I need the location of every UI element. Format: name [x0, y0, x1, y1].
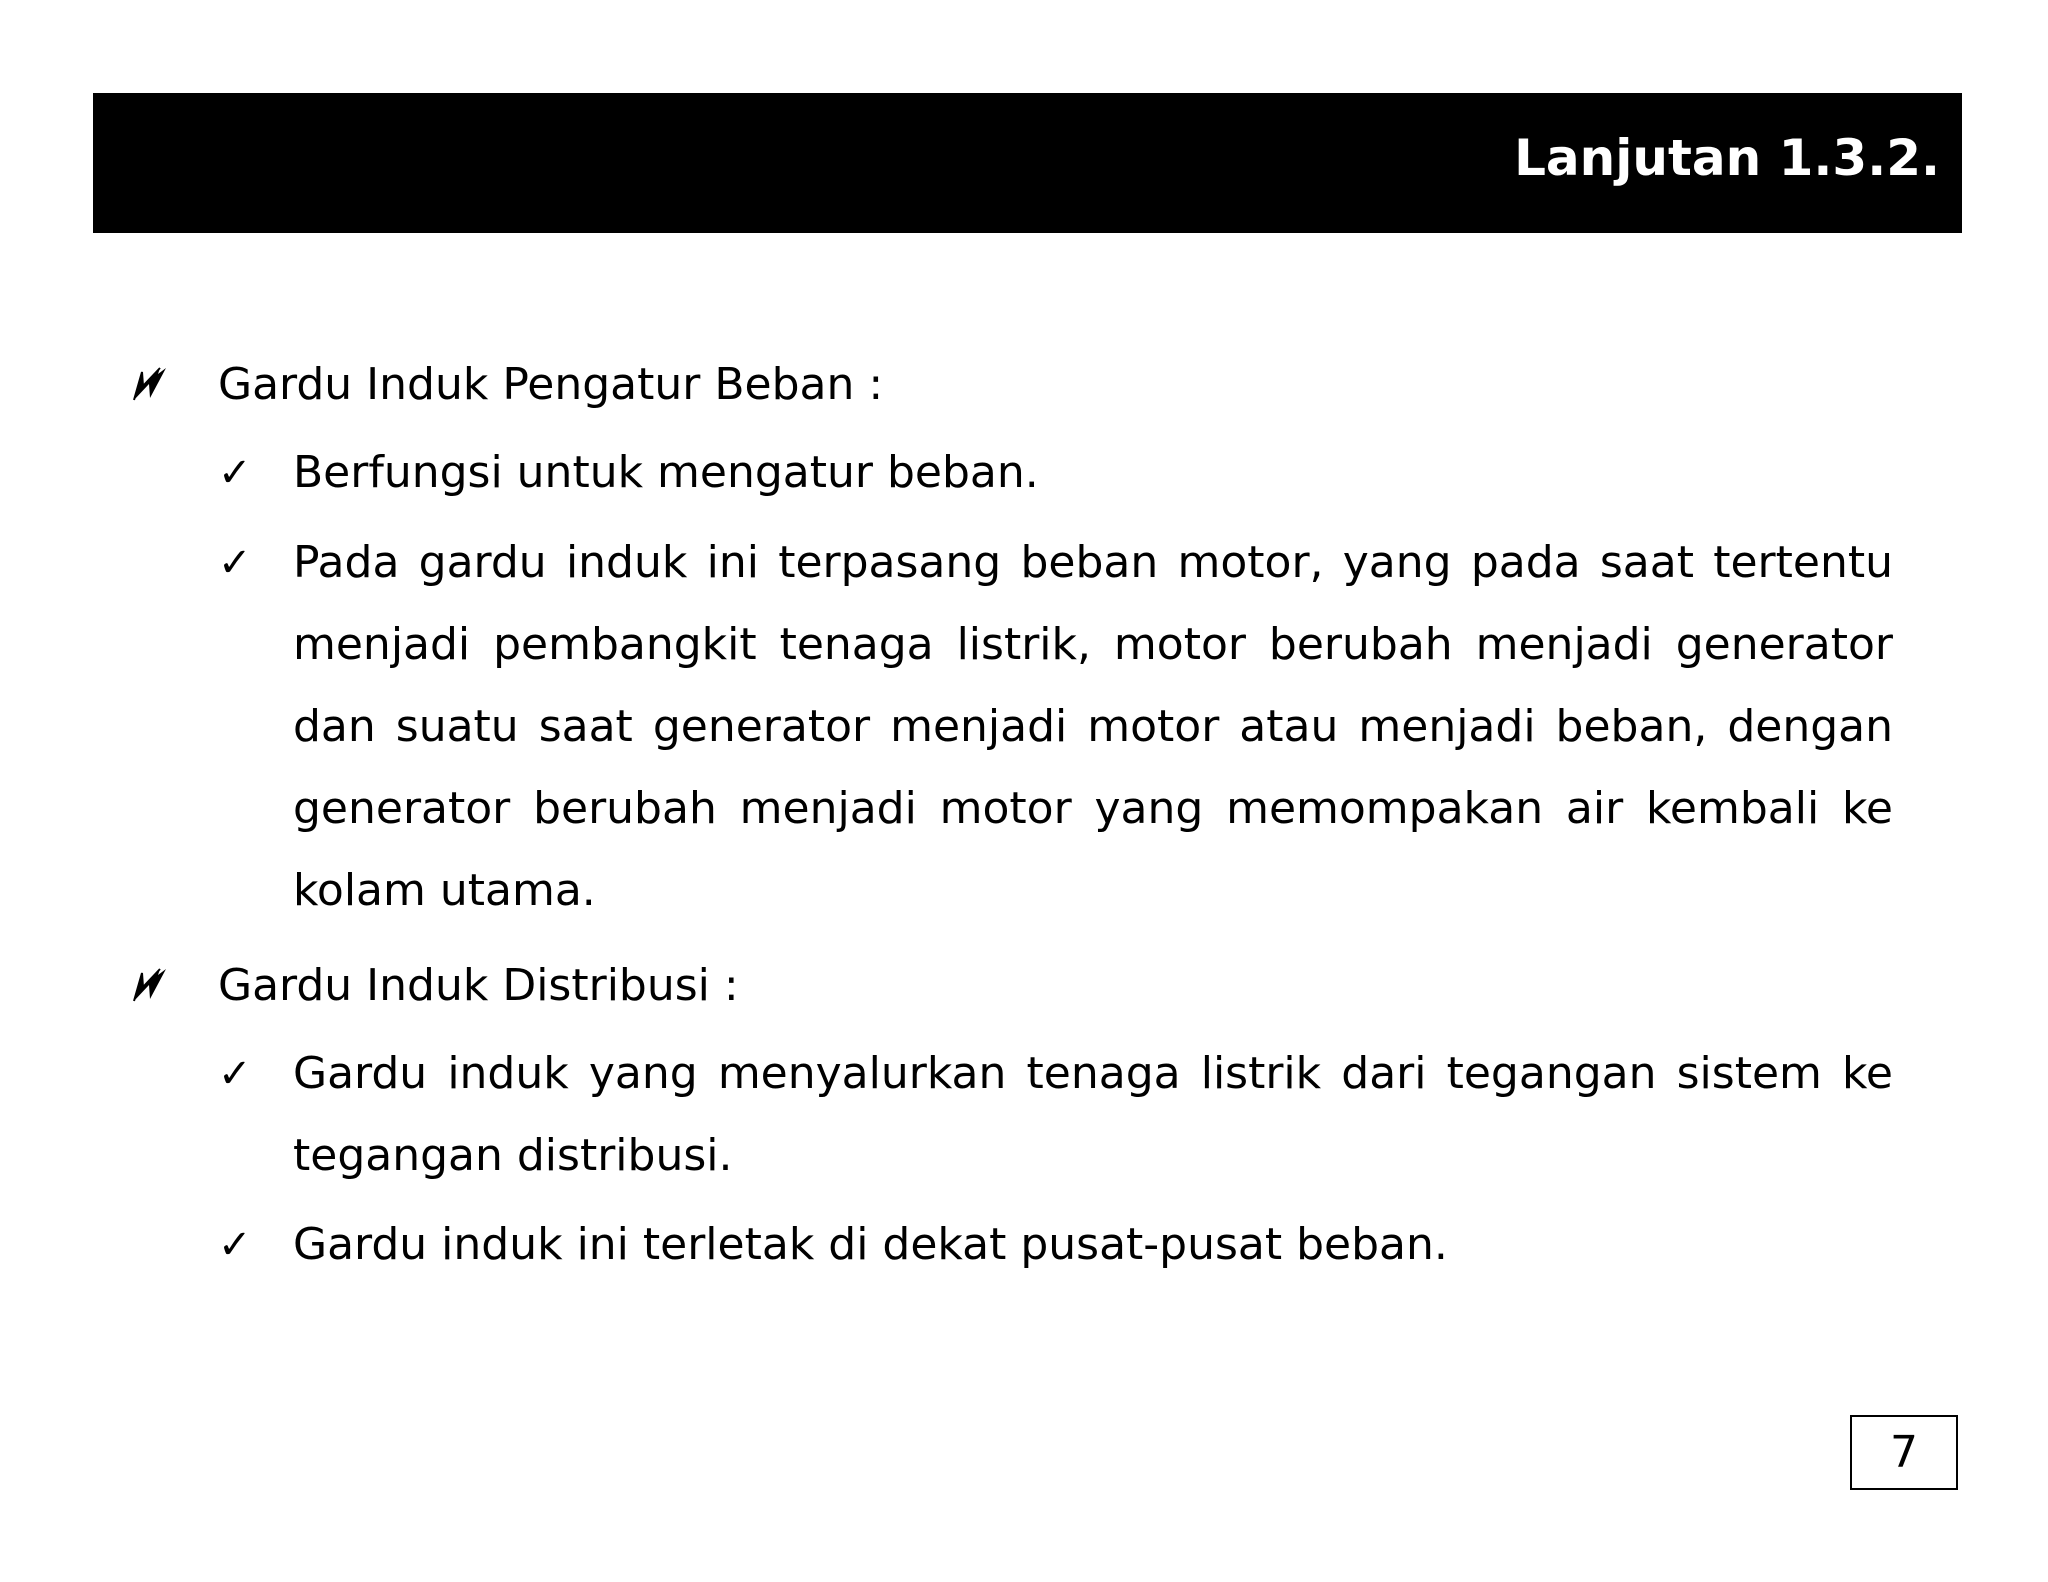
- list-item: [0, 432, 2048, 514]
- main-bullet: [0, 354, 2048, 416]
- page-number: 7: [1890, 1426, 1918, 1478]
- list-item: [0, 1033, 2048, 1197]
- bullet-label: Gardu Induk Distribusi :: [218, 960, 739, 1011]
- main-bullet: [0, 955, 2048, 1017]
- list-item-text: Gardu induk ini terletak di dekat pusat-pusat beban.: [293, 1219, 1448, 1270]
- section-gardu-induk-pengatur-beban: [0, 354, 2048, 916]
- checkmark-icon: ✓: [218, 1222, 252, 1268]
- lightning-bolt-icon: [128, 362, 172, 406]
- bullet-label: Gardu Induk Pengatur Beban :: [218, 359, 884, 410]
- list-item: [0, 1204, 2048, 1286]
- list-item-text: Pada gardu induk ini terpasang beban motor, yang pada saat tertentu menjadi pembangkit tenaga listrik, motor berubah menjadi generator dan suatu saat generator menjadi motor atau menjadi beban, dengan generator berubah menjadi motor yang memompakan air kembali ke kolam utama.: [293, 537, 1893, 916]
- checkmark-icon: ✓: [218, 1051, 252, 1097]
- checkmark-icon: ✓: [218, 450, 252, 496]
- lightning-bolt-icon: [128, 963, 172, 1007]
- checkmark-icon: ✓: [218, 540, 252, 586]
- list-item-text: Berfungsi untuk mengatur beban.: [293, 447, 1039, 498]
- list-item-text: Gardu induk yang menyalurkan tenaga listrik dari tegangan sistem ke tegangan distribusi.: [293, 1048, 1893, 1181]
- page-number-box: [1850, 1415, 1958, 1490]
- section-gardu-induk-distribusi: [0, 955, 2048, 1270]
- page-title: Lanjutan 1.3.2.: [1514, 129, 1940, 187]
- list-item: [0, 522, 2048, 932]
